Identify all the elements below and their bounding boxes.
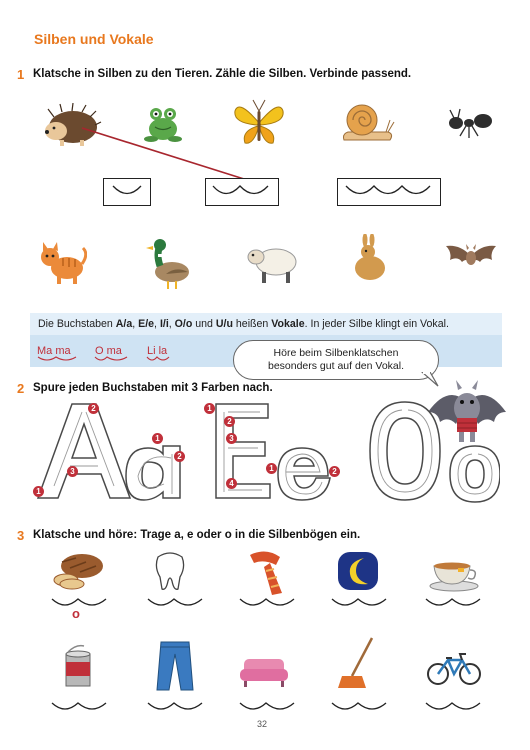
moon-icon	[338, 552, 382, 592]
syllable-box-1[interactable]	[103, 178, 151, 206]
syllable-arcs-bread[interactable]	[50, 596, 112, 610]
example-answer: o	[72, 606, 80, 621]
example-arc-3	[145, 355, 175, 363]
info-text: Die Buchstaben A/a, E/e, I/i, O/o und U/u heißen Vokale. In jeder Silbe klingt ein Vokal.	[38, 318, 449, 330]
scarf-icon	[244, 549, 288, 597]
task-1-number: 1	[17, 67, 25, 82]
syllable-arcs-can[interactable]	[50, 700, 112, 714]
syllable-arcs-scarf[interactable]	[238, 596, 300, 610]
stroke-number: 2	[174, 451, 185, 462]
stroke-number: 3	[226, 433, 237, 444]
ant-icon	[446, 106, 494, 142]
bicycle-icon	[426, 648, 482, 688]
syllable-arcs-trousers[interactable]	[146, 700, 208, 714]
syllable-box-2[interactable]	[205, 178, 279, 206]
teacup-icon	[428, 556, 480, 592]
stroke-number: 1	[204, 403, 215, 414]
task-2-number: 2	[17, 381, 25, 396]
sofa-icon	[238, 655, 290, 689]
duck-icon	[144, 236, 194, 292]
example-word-2: O ma	[95, 345, 122, 357]
bat-icon	[444, 238, 498, 278]
task-3-number: 3	[17, 528, 25, 543]
task-2-instruction: Spure jeden Buchstaben mit 3 Farben nach.	[33, 382, 273, 394]
syllable-arcs-teacup[interactable]	[424, 596, 486, 610]
sheep-icon	[246, 240, 300, 286]
example-word-3: Li la	[147, 345, 168, 357]
page-number: 32	[257, 719, 268, 729]
stroke-number: 1	[152, 433, 163, 444]
stroke-number: 4	[226, 478, 237, 489]
speech-bubble	[233, 340, 439, 380]
can-icon	[62, 642, 94, 690]
example-arc-2	[93, 355, 133, 363]
example-arc-1	[36, 355, 80, 363]
stroke-number: 2	[88, 403, 99, 414]
stroke-number: 3	[67, 466, 78, 477]
task-3-instruction: Klatsche und höre: Trage a, e oder o in die Silbenbögen ein.	[33, 529, 361, 541]
snail-icon	[340, 100, 396, 144]
connection-line	[80, 125, 250, 183]
bubble-line-1: Höre beim Silbenklatschen	[273, 347, 399, 359]
stroke-number: 1	[33, 486, 44, 497]
trousers-icon	[155, 640, 195, 692]
bread-icon	[52, 550, 104, 590]
example-word-1: Ma ma	[37, 345, 71, 357]
stroke-number: 1	[266, 463, 277, 474]
syllable-arcs-tooth[interactable]	[146, 596, 208, 610]
stroke-number: 2	[224, 416, 235, 427]
tooth-icon	[152, 551, 188, 593]
broom-icon	[338, 636, 378, 692]
rabbit-icon	[349, 234, 391, 284]
tracing-letters[interactable]	[30, 398, 500, 504]
stroke-number: 2	[329, 466, 340, 477]
syllable-arcs-sofa[interactable]	[238, 700, 300, 714]
cat-icon	[37, 240, 87, 286]
task-1-instruction: Klatsche in Silben zu den Tieren. Zähle die Silben. Verbinde passend.	[33, 68, 412, 80]
syllable-box-3[interactable]	[337, 178, 441, 206]
syllable-arcs-moon[interactable]	[330, 596, 392, 610]
bubble-line-2: besonders gut auf den Vokal.	[267, 360, 405, 372]
syllable-arcs-bicycle[interactable]	[424, 700, 486, 714]
page-title: Silben und Vokale	[34, 31, 154, 47]
syllable-arcs-broom[interactable]	[330, 700, 392, 714]
